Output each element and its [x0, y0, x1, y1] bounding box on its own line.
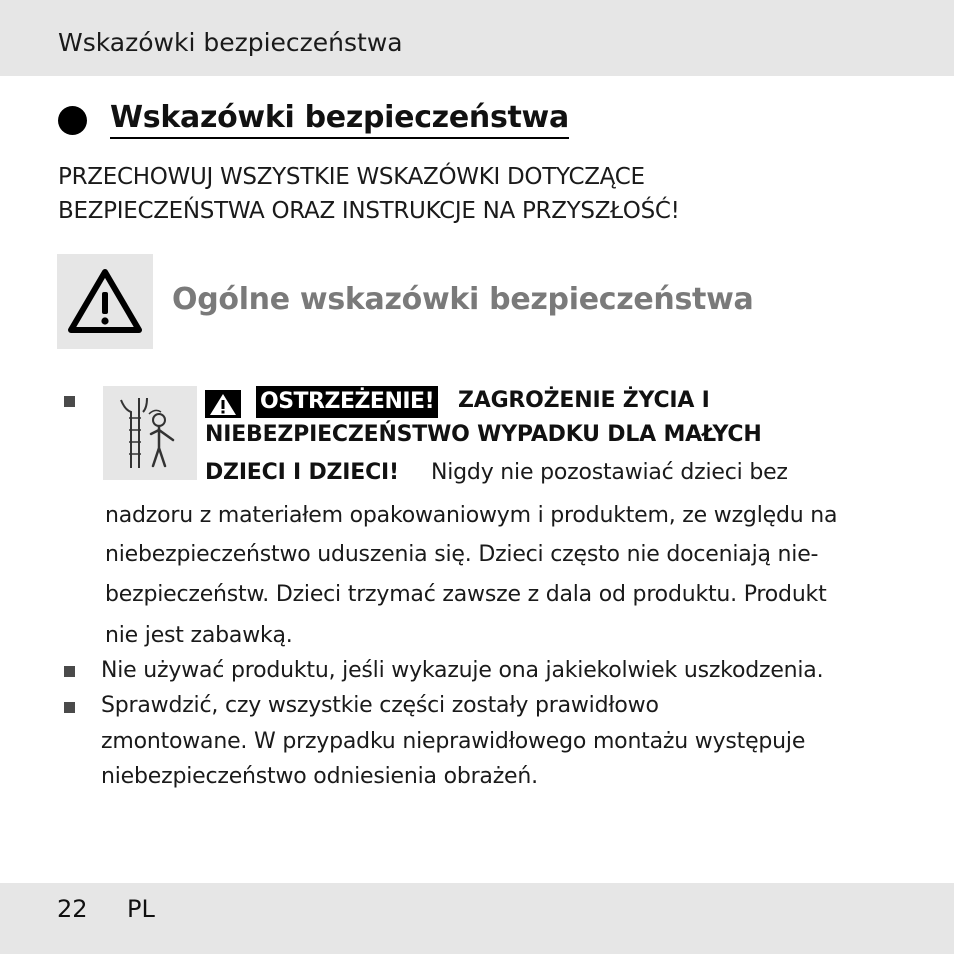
child-strangulation-icon [103, 386, 197, 480]
warning-badge-icon [205, 390, 241, 418]
warning-bold-line-3: DZIECI I DZIECI! [205, 460, 399, 485]
running-header: Wskazówki bezpieczeństwa [58, 28, 403, 57]
page-number: 22 [57, 895, 88, 923]
list-bullet-2 [64, 666, 75, 677]
warning-text-line-6: bezpieczeństw. Dzieci trzymać zawsze z dala od produktu. Produkt [105, 582, 827, 607]
general-safety-heading: Ogólne wskazówki bezpieczeństwa [172, 282, 754, 317]
list-bullet-1 [64, 396, 75, 407]
warning-label: OSTRZEŻENIE! [256, 386, 438, 418]
warning-bold-line-1: ZAGROŻENIE ŻYCIA I [458, 388, 710, 413]
warning-text-line-5: niebezpieczeństwo uduszenia się. Dzieci często nie doceniają nie- [105, 542, 819, 567]
warning-text-line-7: nie jest zabawką. [105, 623, 293, 648]
item3-line-1: Sprawdzić, czy wszystkie części zostały prawidłowo [101, 693, 659, 718]
item2-line-1: Nie używać produktu, jeśli wykazuje ona jakiekolwiek uszkodzenia. [101, 658, 824, 683]
language-code: PL [127, 895, 155, 923]
intro-line-1: PRZECHOWUJ WSZYSTKIE WSKAZÓWKI DOTYCZĄCE [58, 164, 645, 190]
section-bullet-icon [58, 106, 87, 135]
item3-line-2: zmontowane. W przypadku nieprawidłowego montażu występuje [101, 729, 806, 754]
warning-bold-line-2: NIEBEZPIECZEŃSTWO WYPADKU DLA MAŁYCH [205, 422, 762, 447]
list-bullet-3 [64, 702, 75, 713]
section-title: Wskazówki bezpieczeństwa [110, 100, 569, 139]
warning-triangle-icon [57, 254, 153, 349]
intro-line-2: BEZPIECZEŃSTWA ORAZ INSTRUKCJE NA PRZYSZŁOŚĆ! [58, 198, 680, 224]
intro-text [58, 160, 918, 228]
child-warning-icon-box [103, 386, 197, 480]
warning-text-line-3: Nigdy nie pozostawiać dzieci bez [431, 460, 788, 485]
warning-text-line-4: nadzoru z materiałem opakowaniowym i produktem, ze względu na [105, 503, 838, 528]
warning-icon-box [57, 254, 153, 349]
item3-line-3: niebezpieczeństwo odniesienia obrażeń. [101, 764, 538, 789]
